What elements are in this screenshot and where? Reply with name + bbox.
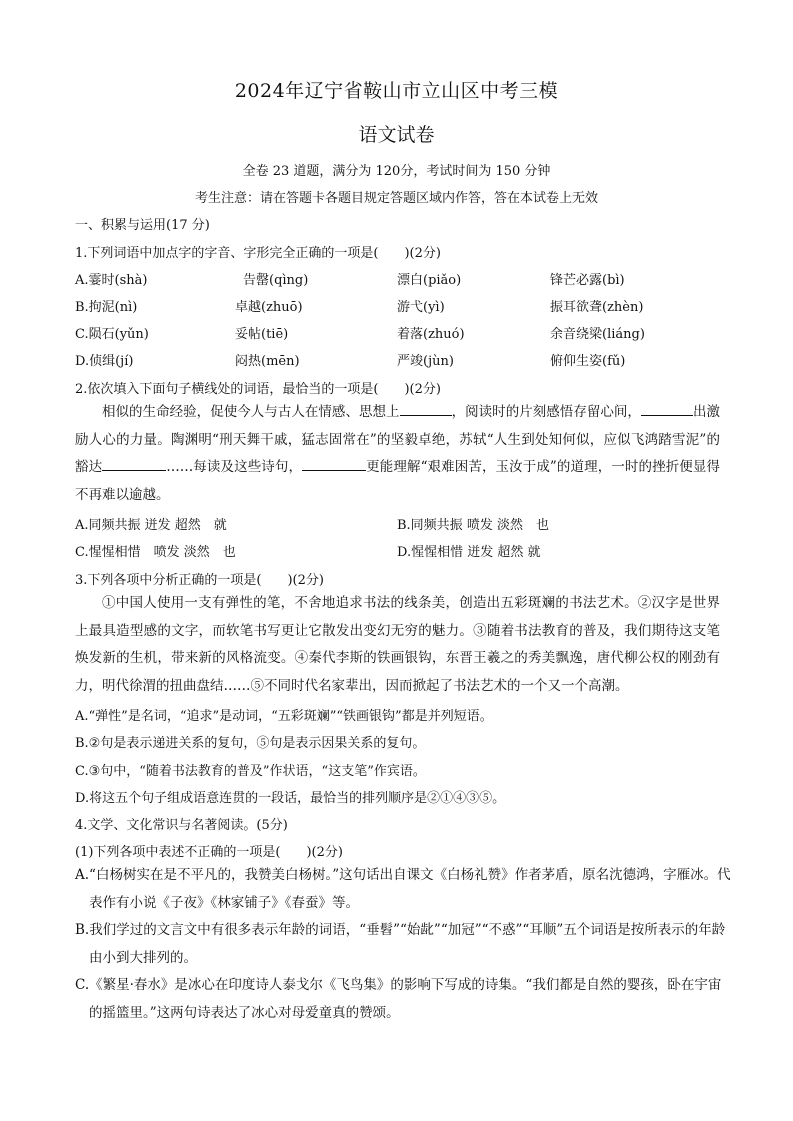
option-cell: D.惺惺相惜 迸发 超然 就 (397, 545, 541, 560)
exam-notice: 考生注意：请在答题卡各题目规定答题区域内作答，答在本试卷上无效 (194, 191, 598, 206)
fill-blank (102, 456, 166, 471)
option-cell: C.陨石(yǔn) (75, 327, 149, 342)
passage-text: 出激励人心的力量。陶渊明“刑天舞干戚，猛志固常在”的坚毅卓绝，苏轼“人生到处知何似，应似飞鸿踏雪泥”的豁达 (75, 404, 721, 475)
option-cell: A.霎时(shà) (75, 273, 148, 288)
option-cell: 游弋(yì) (397, 300, 445, 315)
option-cell: 锋芒必露(bì) (550, 273, 625, 288)
section-heading: 一、积累与运用(17 分) (75, 218, 210, 233)
question-3-passage: ①中国人使用一支有弹性的笔，不舍地追求书法的线条美，创造出五彩斑斓的书法艺术。②汉字是世界上最具造型感的文字，而软笔书写更让它散发出变幻无穷的魅力。③随着书法教育的普及，我们期待这支笔焕发新的生机，带来新的风格流变。④秦代李斯的铁画银钩，东晋王羲之的秀美飘逸，唐代柳公权的刚劲有力，明代徐渭的扭曲盘结……⑤不同时代名家辈出，因而掀起了书法艺术的一个又一个高潮。 (75, 595, 720, 694)
question-3-stem: 3.下列各项中分析正确的一项是( )(2分) (75, 573, 324, 588)
question-4-sub-1: (1)下列各项中表述不正确的一项是( )(2分) (75, 845, 343, 860)
option-cell: B.同频共振 喷发 淡然 也 (397, 518, 549, 533)
option-cell: 闷热(mēn) (235, 354, 300, 369)
option-cell: B.拘泥(nì) (75, 300, 138, 315)
fill-blank (641, 401, 693, 416)
question-4-option-a: A.“白杨树实在是不平凡的，我赞美白杨树。”这句话出自课文《白杨礼赞》作者茅盾，原名沈德鸿，字雁冰。代表作有小说《子夜》《林家铺子》《春蚕》等。 (75, 867, 731, 911)
option-cell: 卓越(zhuō) (235, 300, 303, 315)
option-cell: 漂白(piǎo) (397, 273, 462, 288)
fill-blank (400, 401, 452, 416)
option-cell: 余音绕梁(liáng) (550, 327, 645, 342)
exam-subtitle: 语文试卷 (358, 124, 435, 146)
option-cell: 俯仰生姿(fǔ) (550, 354, 626, 369)
option-cell: 告罄(qìng) (243, 273, 309, 288)
question-4-option-b: B.我们学过的文言文中有很多表示年龄的词语，“垂髫”“始龀”“加冠”“不惑”“耳顺”五个词语是按所表示的年龄由小到大排列的。 (75, 922, 726, 966)
question-2-stem: 2.依次填入下面句子横线处的词语，最恰当的一项是( )(2分) (75, 382, 441, 397)
question-1-stem: 1.下列词语中加点字的字音、字形完全正确的一项是( )(2分) (75, 246, 441, 261)
passage-text: ，阅读时的片刻感悟存留心间， (451, 404, 641, 420)
question-3-option: C.③句中，“随着书法教育的普及”作状语，“这支笔”作宾语。 (75, 764, 426, 779)
question-2-passage (75, 399, 720, 509)
option-cell: 妥帖(tiē) (235, 327, 289, 342)
option-cell: 严竣(jùn) (397, 354, 454, 369)
question-4-stem: 4.文学、文化常识与名著阅读。(5分) (75, 818, 288, 833)
option-cell: C.惺惺相惜 喷发 淡然 也 (75, 545, 236, 560)
question-3-option: B.②句是表示递进关系的复句，⑤句是表示因果关系的复句。 (75, 736, 426, 751)
option-cell: A.同频共振 迸发 超然 就 (75, 518, 227, 533)
option-cell: 振耳欲聋(zhèn) (550, 300, 644, 315)
option-cell: D.侦缉(jí) (75, 354, 134, 369)
option-cell: 着落(zhuó) (397, 327, 465, 342)
question-3-option: D.将这五个句子组成语意连贯的一段话，最恰当的排列顺序是②①④③⑤。 (75, 791, 506, 806)
fill-blank (302, 456, 366, 471)
passage-text: 更能理解“艰难困苦，玉汝于成”的道理，一时的挫折便显得不再难以逾越。 (75, 459, 721, 503)
question-4-option-c: C.《繁星·春水》是冰心在印度诗人泰戈尔《飞鸟集》的影响下写成的诗集。“我们都是自然的婴孩，卧在宇宙的摇篮里。”这两句诗表达了冰心对母爱童真的赞颂。 (75, 977, 722, 1021)
passage-text: ……每读及这些诗句， (166, 459, 303, 475)
passage-text: 相似的生命经验，促使今人与古人在情感、思想上 (102, 404, 400, 420)
question-3-option: A.“弹性”是名词，“追求”是动词，“五彩斑斓”“铁画银钩”都是并列短语。 (75, 709, 493, 724)
exam-title: 2024年辽宁省鞍山市立山区中考三模 (234, 80, 559, 102)
exam-info: 全卷 23 道题，满分为 120分，考试时间为 150 分钟 (242, 164, 551, 179)
